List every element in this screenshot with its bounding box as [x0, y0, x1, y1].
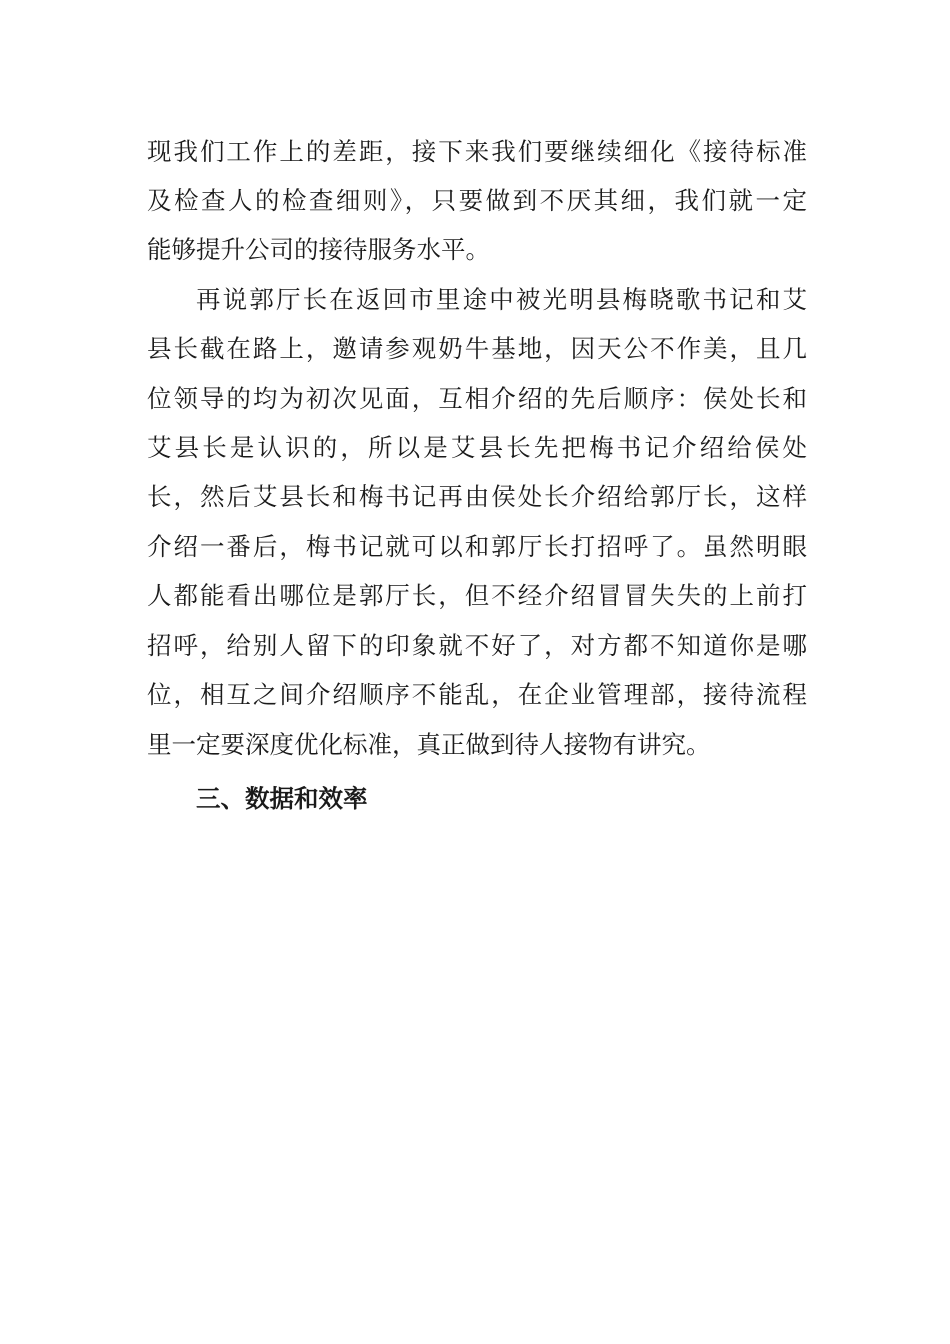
- paragraph-2-line-10: 里一定要深度优化标准，真正做到待人接物有讲究。: [147, 730, 711, 759]
- paragraph-2-line-5: 长，然后艾县长和梅书记再由侯处长介绍给郭厅长，这样: [147, 482, 807, 511]
- paragraph-2-line-7: 人都能看出哪位是郭厅长，但不经介绍冒冒失失的上前打: [147, 581, 807, 610]
- paragraph-2-line-2: 县长截在路上，邀请参观奶牛基地，因天公不作美，且几: [147, 334, 807, 363]
- paragraph-1-line-2: 及检查人的检查细则》，只要做到不厌其细，我们就一定: [147, 186, 807, 215]
- paragraph-2-line-6: 介绍一番后，梅书记就可以和郭厅长打招呼了。虽然明眼: [147, 532, 807, 561]
- paragraph-2-line-1: 再说郭厅长在返回市里途中被光明县梅晓歌书记和艾: [196, 285, 807, 314]
- paragraph-2-line-9: 位，相互之间介绍顺序不能乱，在企业管理部，接待流程: [147, 680, 807, 709]
- paragraph-1-line-1: 现我们工作上的差距，接下来我们要继续细化《接待标准: [147, 137, 807, 166]
- paragraph-2-line-8: 招呼，给别人留下的印象就不好了，对方都不知道你是哪: [147, 631, 807, 660]
- paragraph-2-line-3: 位领导的均为初次见面，互相介绍的先后顺序：侯处长和: [147, 384, 807, 413]
- section-heading: 三、数据和效率: [196, 784, 368, 813]
- paragraph-1-line-3: 能够提升公司的接待服务水平。: [147, 235, 490, 264]
- paragraph-2-line-4: 艾县长是认识的，所以是艾县长先把梅书记介绍给侯处: [147, 433, 807, 462]
